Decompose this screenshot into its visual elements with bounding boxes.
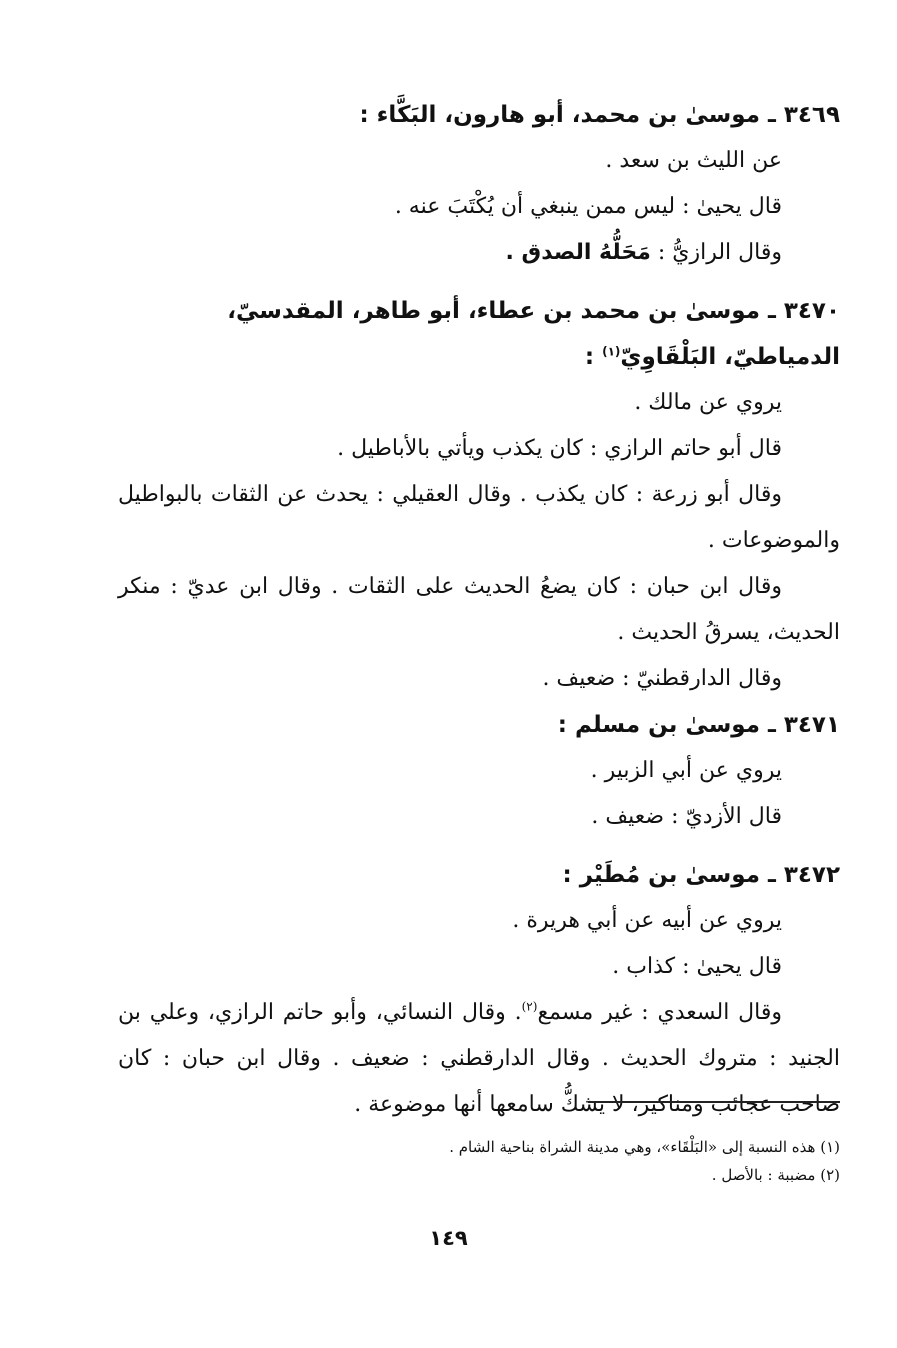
entry-line: يروي عن أبي الزبير . (590, 758, 782, 783)
entry-heading-text: ٣٤٧٠ ـ موسىٰ بن محمد بن عطاء، أبو طاهر، المقدسيّ، الدمياطيّ، البَلْقَاوِيّ (227, 298, 840, 370)
entry-paragraph-text: . وقال النسائي، وأبو حاتم الرازي، وعلي بن الجنيد : متروك الحديث . وقال الدارقطني : ضعيف . وقال ابن حبان : كان صاحب عجائب ومناكير، لا يشكُّ سامعها أنها موضوعة . (118, 1000, 840, 1117)
entry-paragraph (118, 472, 840, 564)
entry-heading-3472: ٣٤٧٢ ـ موسىٰ بن مُطَيْر : (562, 862, 840, 888)
entry-heading-3470 (118, 288, 840, 380)
entry-line: يروي عن مالك . (634, 390, 782, 415)
entry-line: قال يحيىٰ : ليس ممن ينبغي أن يُكْتَبَ عنه . (394, 194, 782, 219)
entry-paragraph (118, 564, 840, 656)
entry-paragraph-text: وقال السعدي : غير مسمع (537, 1000, 782, 1025)
entry-line: عن الليث بن سعد . (605, 148, 782, 173)
entry-line (118, 230, 840, 276)
entry-heading-3471: ٣٤٧١ ـ موسىٰ بن مسلم : (557, 712, 840, 738)
entry-line: قال أبو حاتم الرازي : كان يكذب ويأتي بالأباطيل . (337, 436, 782, 461)
entry-line-text: وقال الرازيُّ : (650, 240, 782, 265)
footnote-2: (٢) مضببة : بالأصل . (711, 1166, 840, 1184)
page-body (118, 92, 840, 1128)
bold-phrase: مَحَلُّهُ الصدق . (505, 240, 651, 265)
entry-line: قال يحيىٰ : كذاب . (612, 954, 782, 979)
entry-line: يروي عن أبيه عن أبي هريرة . (512, 908, 782, 933)
entry-paragraph-text: وقال ابن حبان : كان يضعُ الحديث على الثقات . وقال ابن عديّ : منكر الحديث، يسرقُ الحديث . (118, 574, 840, 645)
entry-paragraph-text: وقال أبو زرعة : كان يكذب . وقال العقيلي : يحدث عن الثقات بالبواطيل والموضوعات . (118, 482, 840, 553)
entry-line: وقال الدارقطنيّ : ضعيف . (542, 666, 782, 691)
entry-line: قال الأزديّ : ضعيف . (591, 804, 782, 829)
footnote-divider (588, 1101, 840, 1103)
footnote-1: (١) هذه النسبة إلى «البَلْقَاء»، وهي مدينة الشراة بناحية الشام . (449, 1138, 840, 1156)
entry-heading-end: : (584, 344, 603, 370)
footnotes (118, 1133, 840, 1189)
entry-paragraph (118, 990, 840, 1128)
page-number: ١٤٩ (429, 1226, 468, 1250)
footnote-ref-2[interactable]: (٢) (521, 999, 538, 1014)
footnote-ref-1[interactable]: (١) (602, 344, 621, 359)
entry-heading-3469: ٣٤٦٩ ـ موسىٰ بن محمد، أبو هارون، البَكَّاء : (359, 102, 840, 128)
